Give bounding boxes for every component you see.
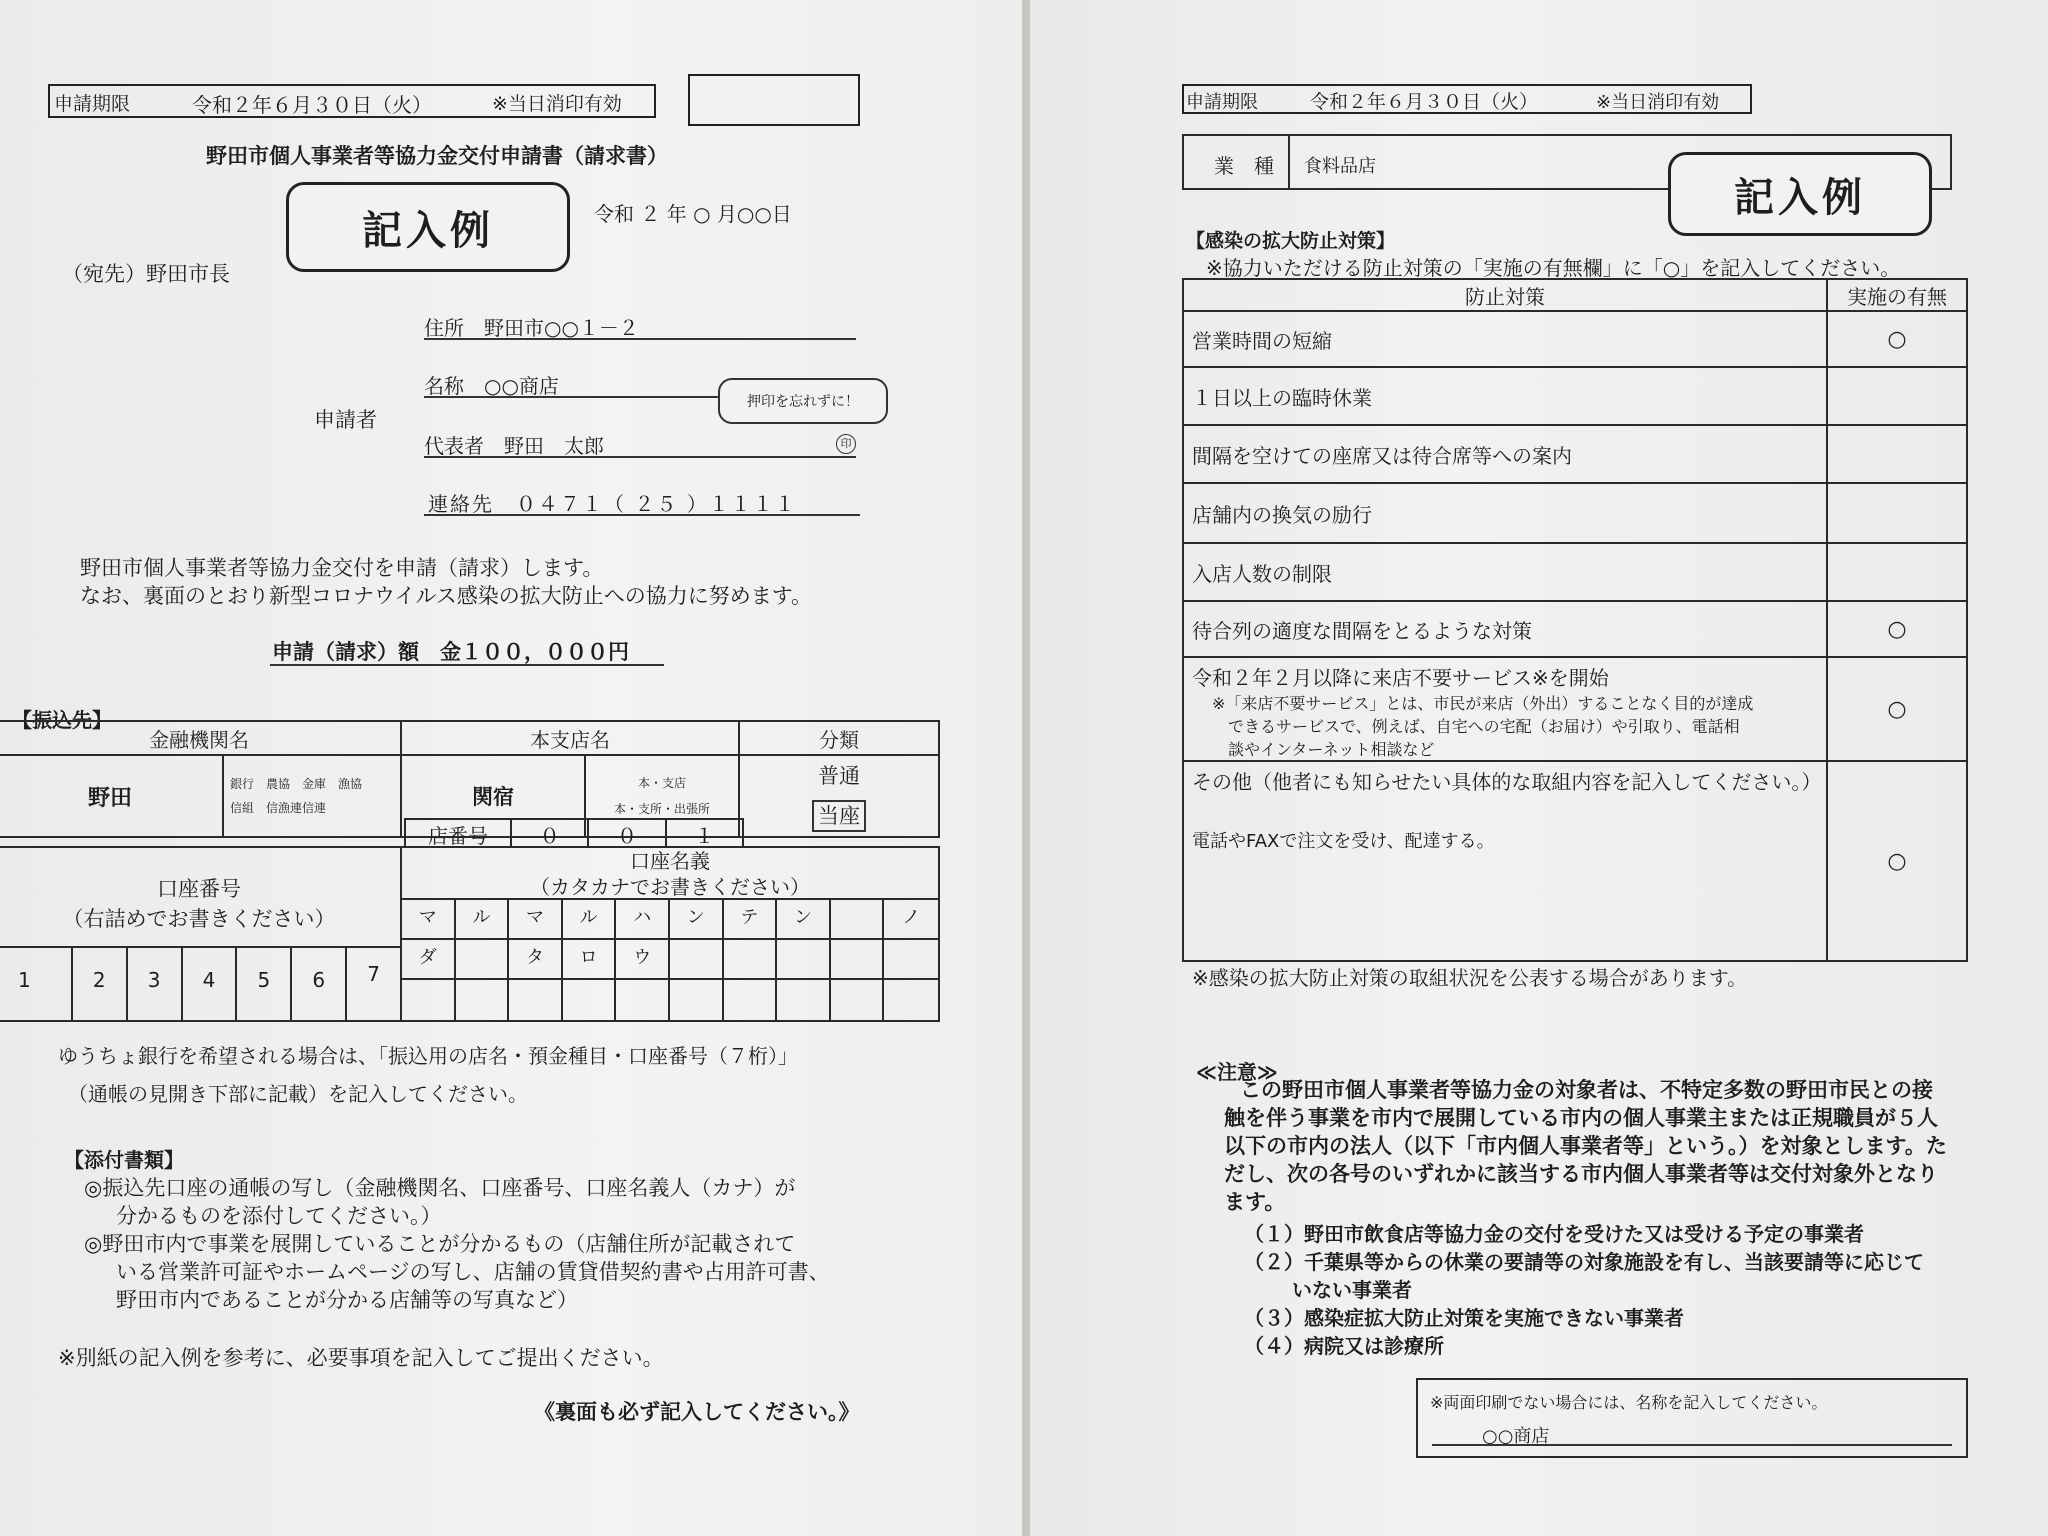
- category-ordinary: 普通: [818, 764, 860, 788]
- industry-divider: [1288, 136, 1290, 188]
- contact-line: [424, 488, 860, 516]
- deadline-label: 申請期限: [1186, 92, 1258, 113]
- institution-type: [223, 755, 401, 837]
- application-form-front: [0, 0, 1022, 1536]
- attachment-1a: ◎振込先口座の通帳の写し（金融機関名、口座番号、口座名義人（カナ）が: [84, 1176, 796, 1200]
- industry-label: 業 種: [1214, 154, 1274, 178]
- branch-type-line-2: 本・支所・出張所: [613, 802, 710, 816]
- branch-type-line-1: 本・支店: [637, 776, 686, 790]
- applicant-label: 申請者: [314, 408, 377, 432]
- measure-remote-service: [1183, 657, 1827, 761]
- account-digit: 2: [73, 948, 128, 1020]
- caution-line-5: ます。: [1224, 1190, 1286, 1214]
- account-holder-cell: ノ: [884, 900, 938, 940]
- institution-value: 野田: [87, 785, 132, 811]
- account-holder-cell: [563, 980, 617, 1020]
- measure-text: 待合列の適度な間隔をとるような対策: [1183, 601, 1827, 657]
- deadline-box: [48, 84, 656, 118]
- caution-line-2: 触を伴う事業を市内で展開している市内の個人事業主または正規職員が５人: [1224, 1106, 1938, 1130]
- duplex-note-box: [1416, 1378, 1968, 1458]
- measure-other: [1183, 761, 1827, 961]
- measure-done: [1827, 483, 1967, 543]
- measure-done: [1827, 543, 1967, 601]
- measure-remote-title: 令和２年２月以降に来店不要サービス※を開始: [1192, 666, 1609, 690]
- account-holder-cell: [670, 980, 724, 1020]
- account-digit: 4: [183, 948, 238, 1020]
- name-field: 名称 ○○商店: [424, 374, 559, 398]
- account-block: [0, 846, 940, 1022]
- account-number-header: [0, 848, 402, 948]
- duplex-name: ○○商店: [1482, 1426, 1550, 1447]
- measure-done: ○: [1827, 761, 1967, 961]
- measure-other-title: その他（他者にも知らせたい具体的な取組内容を記入してください。）: [1192, 770, 1822, 794]
- requested-amount: 申請（請求）額 金１００，０００円: [272, 640, 629, 664]
- address-line: [424, 314, 856, 340]
- measure-done: ○: [1827, 311, 1967, 367]
- measure-done: ○: [1827, 601, 1967, 657]
- measure-other-text: 電話やFAXで注文を受け、配達する。: [1192, 831, 1495, 852]
- application-date: 令和 ２ 年 ○ 月○○日: [594, 202, 792, 226]
- account-holder-cell: [831, 940, 885, 980]
- deadline-box: [1182, 84, 1752, 114]
- measure-text: 間隔を空けての座席又は待合席等への案内: [1183, 425, 1827, 483]
- account-holder-cell: マ: [402, 900, 456, 940]
- account-holder-cell: [884, 980, 938, 1020]
- statement-line-1: 野田市個人事業者等協力金交付を申請（請求）します。: [80, 556, 604, 580]
- account-holder-cell: [724, 940, 778, 980]
- store-number-label: 店番号: [406, 820, 512, 846]
- receipt-stamp-box: [688, 74, 860, 126]
- header-category: 分類: [739, 721, 939, 755]
- reference-note: ※別紙の記入例を参考に、必要事項を記入してご提出ください。: [58, 1346, 664, 1370]
- account-holder-cell: [402, 980, 456, 1020]
- stamp-reminder-bubble: 押印を忘れずに！: [718, 378, 888, 424]
- duplex-note: ※両面印刷でない場合には、名称を記入してください。: [1430, 1393, 1828, 1412]
- measures-form-back: [1030, 0, 2048, 1536]
- exclusion-1: （１）野田市飲食店等協力金の交付を受けた又は受ける予定の事業者: [1244, 1222, 1864, 1246]
- account-digit: 6: [292, 948, 347, 1020]
- header-institution: 金融機関名: [0, 721, 401, 755]
- account-holder-cell: [777, 980, 831, 1020]
- measure-remote-note-3: 談やインターネット相談など: [1228, 740, 1435, 759]
- caution-line-4: だし、次の各号のいずれかに該当する市内個人事業者等は交付対象外となり: [1224, 1162, 1938, 1186]
- yucho-note-1: ゆうちょ銀行を希望される場合は、「振込用の店名・預金種目・口座番号（７桁）」: [58, 1044, 798, 1068]
- measures-title: 【感染の拡大防止対策】: [1186, 230, 1396, 252]
- yucho-note-2: （通帳の見開き下部に記載）を記入してください。: [68, 1082, 528, 1106]
- measure-done: [1827, 425, 1967, 483]
- header-implemented: 実施の有無: [1827, 279, 1967, 311]
- measure-text: 店舗内の換気の励行: [1183, 483, 1827, 543]
- measures-instruction: ※協力いただける防止対策の「実施の有無欄」に「○」を記入してください。: [1206, 256, 1901, 280]
- account-holder-cell: [831, 900, 885, 940]
- account-holder-cell: ハ: [616, 900, 670, 940]
- industry-value: 食料品店: [1304, 156, 1376, 177]
- store-number-row: [404, 818, 744, 848]
- example-badge: 記入例: [1668, 152, 1932, 236]
- account-holder-cell: ル: [563, 900, 617, 940]
- measure-text: 営業時間の短縮: [1183, 311, 1827, 367]
- measure-done: ○: [1827, 657, 1967, 761]
- deadline-value: 令和２年６月３０日（火）: [192, 93, 432, 117]
- seal-mark: 印: [836, 434, 856, 454]
- measure-text: １日以上の臨時休業: [1183, 367, 1827, 425]
- account-digit: 1: [0, 948, 73, 1020]
- measure-text: 入店人数の制限: [1183, 543, 1827, 601]
- account-holder-cell: [831, 980, 885, 1020]
- exclusion-2b: いない事業者: [1292, 1278, 1412, 1302]
- measure-remote-note-1: ※「来店不要サービス」とは、市民が来店（外出）することなく目的が達成: [1212, 694, 1754, 713]
- attachment-2c: 野田市内であることが分かる店舗等の写真など）: [116, 1288, 578, 1312]
- account-holder-cell: マ: [509, 900, 563, 940]
- account-holder-hint: （カタカナでお書きください）: [530, 875, 810, 899]
- institution-types-line-1: 銀行 農協 金庫 漁協: [230, 777, 363, 791]
- account-holder-cell: [509, 980, 563, 1020]
- account-holder-cell: ダ: [402, 940, 456, 980]
- store-number-digit: １: [694, 824, 715, 848]
- account-category: [739, 755, 939, 837]
- account-holder-cell: [777, 940, 831, 980]
- example-badge: 記入例: [286, 182, 570, 272]
- account-number-cells: [0, 948, 402, 1020]
- name-line: [424, 372, 720, 398]
- deadline-value: 令和２年６月３０日（火）: [1310, 91, 1539, 113]
- transfer-title: 【振込先】: [12, 708, 112, 732]
- account-holder-cell: [724, 980, 778, 1020]
- account-holder-cell: [884, 940, 938, 980]
- account-holder-cell: ロ: [563, 940, 617, 980]
- deadline-note: ※当日消印有効: [492, 93, 622, 115]
- publish-note: ※感染の拡大防止対策の取組状況を公表する場合があります。: [1192, 966, 1748, 990]
- address-field: 住所 野田市○○１－２: [424, 316, 639, 340]
- account-digit: 7: [367, 962, 380, 986]
- attachments-title: 【添付書類】: [64, 1148, 184, 1172]
- account-holder-cell: ン: [670, 900, 724, 940]
- account-holder-cell: タ: [509, 940, 563, 980]
- form-title: 野田市個人事業者等協力金交付申請書（請求書）: [206, 144, 668, 168]
- header-measure: 防止対策: [1183, 279, 1827, 311]
- account-holder-cell: ン: [777, 900, 831, 940]
- contact-field: 連絡先 ０４７１（ ２５ ）１１１１: [428, 492, 797, 516]
- account-holder-grid: [402, 900, 938, 1020]
- account-holder-cell: [616, 980, 670, 1020]
- caution-line-3: 以下の市内の法人（以下「市内個人事業者等」という。）を対象とします。た: [1224, 1134, 1947, 1158]
- measures-table: [1182, 278, 1968, 962]
- store-number-digit: ０: [512, 820, 589, 846]
- exclusion-3: （３）感染症拡大防止対策を実施できない事業者: [1244, 1306, 1684, 1330]
- header-branch: 本支店名: [401, 721, 739, 755]
- institution-types-line-2: 信組 信漁連信連: [230, 801, 327, 815]
- exclusion-2a: （２）千葉県等からの休業の要請等の対象施設を有し、当該要請等に応じて: [1244, 1250, 1924, 1274]
- account-holder-header: [402, 848, 938, 900]
- branch-value: 関宿: [472, 785, 514, 809]
- store-number-digit: ０: [589, 820, 666, 846]
- representative-field: 代表者 野田 太郎: [424, 434, 604, 458]
- caution-line-1: この野田市個人事業者等協力金の対象者は、不特定多数の野田市民との接: [1240, 1078, 1933, 1102]
- addressee: （宛先）野田市長: [62, 262, 230, 286]
- institution-name: [0, 755, 223, 837]
- amount-line: [270, 636, 664, 666]
- attachment-2b: いる営業許可証やホームページの写し、店舗の賃貸借契約書や占用許可書、: [116, 1260, 830, 1284]
- category-current: 当座: [812, 800, 866, 832]
- account-number-label: 口座番号: [157, 877, 241, 901]
- measure-done: [1827, 367, 1967, 425]
- attachment-1b: 分かるものを添付してください。）: [116, 1204, 442, 1228]
- deadline-label: 申請期限: [54, 93, 131, 115]
- account-holder-label: 口座名義: [630, 849, 710, 873]
- account-holder-cell: ル: [456, 900, 510, 940]
- duplex-name-line: [1432, 1420, 1952, 1446]
- account-digit: 3: [128, 948, 183, 1020]
- representative-line: [424, 430, 856, 458]
- account-holder-cell: テ: [724, 900, 778, 940]
- caution-title: ≪注意≫: [1196, 1060, 1278, 1084]
- account-holder-cell: [456, 980, 510, 1020]
- account-holder-cell: ウ: [616, 940, 670, 980]
- measure-remote-note-2: できるサービスで、例えば、自宅への宅配（お届け）や引取り、電話相: [1228, 717, 1740, 736]
- deadline-note: ※当日消印有効: [1596, 92, 1720, 113]
- account-holder-cell: [456, 940, 510, 980]
- statement-line-2: なお、裏面のとおり新型コロナウイルス感染の拡大防止への協力に努めます。: [80, 584, 813, 608]
- back-side-note: 《裏面も必ず記入してください。》: [534, 1400, 860, 1424]
- attachment-2a: ◎野田市内で事業を展開していることが分かるもの（店舗住所が記載されて: [84, 1232, 796, 1256]
- account-number-hint: （右詰めでお書きください）: [62, 907, 336, 931]
- exclusion-4: （４）病院又は診療所: [1244, 1334, 1444, 1358]
- account-holder-cell: [670, 940, 724, 980]
- account-digit: 5: [237, 948, 292, 1020]
